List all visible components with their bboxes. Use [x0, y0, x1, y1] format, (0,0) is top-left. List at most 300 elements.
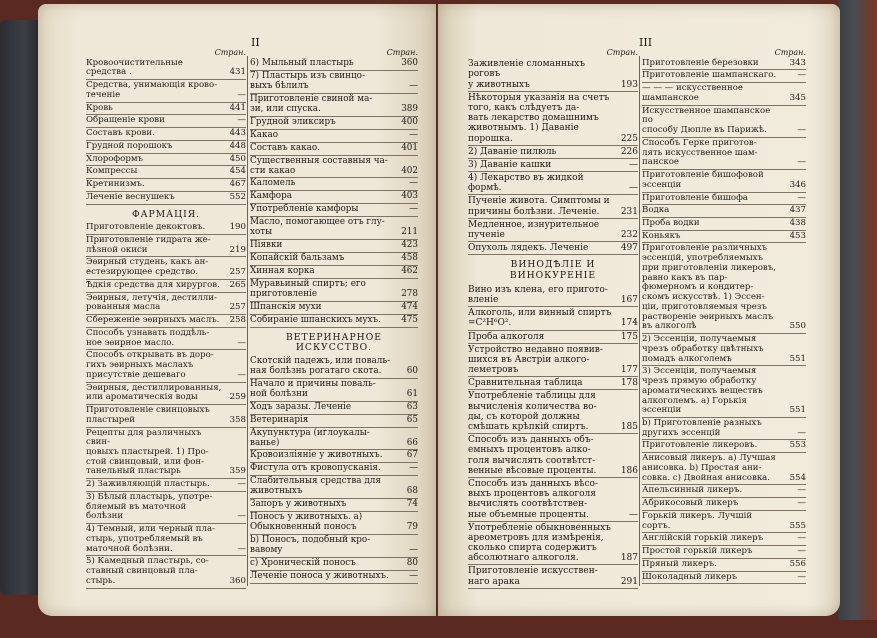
entry-title: Какао — [250, 129, 279, 140]
entry-title: Приготовленiе ликеровъ. — [642, 440, 758, 451]
entry-title: Простой горькiй ликеръ — [642, 546, 753, 557]
index-entry — [86, 142, 246, 154]
entry-page: 359 — [229, 466, 246, 477]
entry-title: Ветеринарiя — [250, 414, 309, 425]
entry-title: Слабительныя средства для животныхъ — [250, 476, 381, 497]
entry-title: Эѳирный студень, какъ ан- естезирующее средство. — [86, 257, 209, 278]
index-entry — [642, 232, 806, 244]
entry-title: 6) Мыльный пластырь — [250, 57, 354, 68]
entry-title: Опухоль лядекъ. Леченiе — [468, 243, 589, 254]
entry-page: 178 — [620, 378, 638, 389]
entry-title: Каломель — [250, 178, 296, 189]
index-entry — [250, 451, 418, 463]
entry-page: 431 — [229, 67, 246, 78]
entry-page: 278 — [401, 289, 418, 300]
index-entry — [250, 513, 418, 535]
index-entry — [468, 435, 638, 478]
index-entry — [468, 479, 638, 522]
entry-title: Коньякъ — [642, 230, 681, 241]
entry-title: Приготовленiе декоктовъ. — [86, 222, 206, 233]
entry-page: — — [409, 80, 418, 91]
index-entry — [250, 241, 418, 253]
entry-title: Грудной порошокъ — [86, 140, 173, 151]
entry-page: 190 — [229, 222, 246, 233]
index-entry — [642, 219, 806, 231]
index-entry — [86, 236, 246, 257]
entry-page: 258 — [229, 315, 246, 326]
entry-page: 265 — [229, 279, 246, 290]
entry-page: 167 — [620, 294, 638, 305]
index-entry — [642, 107, 806, 138]
index-entry — [642, 441, 806, 453]
index-entry — [468, 147, 638, 159]
entry-title: Начало и причины поваль- ной болѣзни — [250, 378, 376, 399]
entry-title: Приготовленiе различныхъ эссенцiй, употребляемыхъ при приготовленiи ликеровъ, равно какъ въ пар- фюмерномъ и кондитер- скомъ искусствѣ. 1) Эссен- цiи, приготовляемыя чрезъ растворенiе эѳирныхъ маслъ въ алкоголѣ — [642, 243, 776, 332]
entry-title: Приготовленiе гидрата же- лѣзной окиси — [86, 235, 211, 255]
entry-title: Кровь — [86, 102, 113, 113]
entry-page: 80 — [406, 558, 418, 569]
index-entry — [250, 144, 418, 156]
index-entry — [250, 357, 418, 379]
entry-title: Скотскiй падежъ, или поваль- ная болѣзнь рогатаго скота. — [250, 355, 391, 376]
index-entry — [86, 281, 246, 293]
entry-page: — — [797, 125, 806, 136]
entry-title: Рецепты для различныхъ свин- цовыхъ пластырей. 1) Про- стой свинцовый, или фон- танельный пластырь — [86, 427, 209, 477]
index-entry — [86, 316, 246, 328]
entry-page: — — [797, 485, 806, 496]
entry-title: Шоколадный ликеръ — [642, 571, 738, 582]
entry-page: — — [237, 115, 246, 126]
index-entry — [86, 557, 246, 588]
index-entry — [468, 566, 638, 588]
entry-page: 257 — [229, 302, 246, 313]
entry-title: Способъ Герке приготов- лять искусственное шам- панское — [642, 137, 758, 168]
index-entry — [468, 59, 638, 92]
index-entry — [86, 104, 246, 116]
index-column — [468, 48, 638, 590]
entry-page: 551 — [789, 353, 806, 364]
entry-page: 343 — [789, 57, 806, 68]
index-entry — [642, 547, 806, 559]
entry-page: 552 — [229, 191, 246, 202]
entry-page: — — [629, 183, 638, 194]
entry-title: c) Хроническiй поносъ — [250, 558, 356, 569]
index-entry — [86, 329, 246, 350]
entry-title: Существенныя составныя ча- сти какао — [250, 155, 388, 176]
entry-title: b) Приготовленiе разныхъ другихъ эссенцiй — [642, 417, 762, 438]
index-entry — [86, 429, 246, 480]
entry-title: Составъ какао. — [250, 142, 320, 153]
index-entry — [86, 493, 246, 524]
index-entry — [468, 378, 638, 390]
entry-page: 453 — [789, 230, 806, 241]
entry-title: Употребленiе таблицы для вычисленiя количества во- ды, съ которой должны смѣшать крѣпкiй спиртъ. — [468, 391, 597, 432]
entry-page: 360 — [401, 57, 418, 68]
entry-page: 550 — [789, 321, 806, 332]
entry-title: Нѣкоторыя указанiя на счетъ того, какъ слѣдуетъ да- вать лекарство домашнимъ животнымъ. 1) Даванiе порошка. — [468, 92, 610, 144]
index-entry — [468, 523, 638, 566]
entry-title: Шпанскiя мухи — [250, 302, 322, 313]
entry-page: 177 — [620, 365, 638, 376]
index-entry — [250, 403, 418, 415]
entry-page: 79 — [406, 522, 418, 533]
index-entry — [250, 95, 418, 117]
index-entry — [250, 218, 418, 240]
index-entry — [642, 512, 806, 533]
entry-title: Приготовленiе свинцовыхъ пластырей — [86, 405, 210, 425]
entry-title: Вино изъ клена, его пригото- вленiе — [468, 284, 608, 305]
right-page — [438, 4, 840, 616]
entry-page: — — [237, 369, 246, 380]
index-entry — [250, 572, 418, 584]
entry-title: Поносъ у животныхъ. а) Обыкновенный поносъ — [250, 512, 363, 533]
column-divider — [639, 56, 640, 586]
entry-page: — — [237, 479, 246, 490]
entry-page: — — [629, 509, 638, 520]
entry-page: 438 — [789, 218, 806, 229]
index-entry — [642, 335, 806, 366]
entry-title: Пiявки — [250, 240, 283, 251]
index-entry — [250, 118, 418, 130]
entry-page: 61 — [406, 388, 418, 399]
index-entry — [86, 384, 246, 405]
entry-page: 474 — [401, 302, 418, 313]
index-entry — [250, 429, 418, 451]
page-number-right: III — [639, 36, 653, 49]
index-column — [250, 48, 418, 585]
index-entry — [250, 500, 418, 512]
entry-title: 4) Темный, или черный пла- стырь, употребляемый въ маточной болѣзни. — [86, 524, 215, 554]
entry-page: 219 — [229, 244, 246, 255]
entry-title: Приготовленiе искусствен- наго арака — [468, 566, 598, 587]
entry-page: — — [797, 70, 806, 81]
index-entry — [468, 173, 638, 195]
entry-page: 65 — [406, 414, 418, 425]
entry-title: Проба водки — [642, 218, 700, 229]
index-entry — [86, 59, 246, 80]
entry-title: Алкоголь, или винный спиртъ =C²H⁶O². — [468, 308, 612, 329]
entry-page: 174 — [620, 318, 638, 329]
index-entry — [86, 167, 246, 179]
entry-title: Горькiй ликеръ. Лучшiй сортъ. — [642, 510, 753, 531]
entry-page: 448 — [229, 140, 246, 151]
entry-title: Фистула отъ кровопусканiя. — [250, 463, 381, 474]
entry-page: — — [237, 543, 246, 554]
entry-page: — — [237, 337, 246, 348]
entry-title: Хлороформъ — [86, 153, 143, 164]
index-entry — [250, 131, 418, 143]
index-entry — [468, 285, 638, 307]
entry-page: 175 — [620, 331, 638, 342]
entry-page: 231 — [620, 206, 638, 217]
index-entry — [468, 243, 638, 255]
entry-title: Запоръ у животныхъ — [250, 499, 347, 510]
entry-title: 4) Лекарство въ жидкой формѣ. — [468, 173, 584, 194]
entry-page: — — [409, 570, 418, 581]
index-column — [86, 48, 246, 590]
index-entry — [468, 391, 638, 434]
entry-title: Эѳирныя, дестиллированныя, или ароматическiя воды — [86, 382, 222, 403]
book-cover-right — [838, 0, 877, 620]
index-entry — [86, 480, 246, 492]
entry-page: 68 — [406, 486, 418, 497]
entry-title: 2) Эссенцiи, получаемыя чрезъ обработку цвѣтныхъ помадъ алкоголемъ — [642, 334, 764, 364]
entry-title: Муравьиный спиртъ; его приготовленiе — [250, 279, 366, 300]
entry-page: 66 — [406, 437, 418, 448]
entry-page: — — [797, 157, 806, 168]
entry-page: 437 — [789, 205, 806, 216]
index-entry — [642, 84, 806, 105]
entry-page: 555 — [789, 520, 806, 531]
entry-title: Употребленiе обыкновенныхъ ареометровъ для измѣренiя, сколько спирта содержитъ абсолютнаго алкоголя. — [468, 522, 611, 564]
entry-title: Камфора — [250, 191, 292, 202]
index-entry — [250, 179, 418, 191]
entry-title: Грудной эликсиръ — [250, 116, 336, 127]
column-page-label: Стран. — [214, 48, 246, 57]
index-entry — [86, 81, 246, 102]
index-entry — [250, 280, 418, 302]
entry-page: 257 — [229, 267, 246, 278]
index-entry — [642, 454, 806, 485]
entry-title: Апельсинный ликеръ. — [642, 485, 743, 496]
left-page — [38, 4, 436, 616]
index-entry — [642, 367, 806, 418]
entry-title: 3) Даванiе кашки — [468, 159, 552, 170]
entry-page: 187 — [620, 553, 638, 564]
entry-page: 497 — [620, 243, 638, 254]
section-heading: ВИНОДѢЛIЕ И ВИНОКУРЕНIЕ — [509, 259, 597, 281]
entry-title: Ходъ заразы. Леченiе — [250, 401, 352, 412]
index-entry — [642, 206, 806, 218]
entry-page: — — [797, 571, 806, 582]
index-entry — [642, 499, 806, 511]
index-entry — [642, 71, 806, 83]
entry-page: — — [797, 427, 806, 438]
index-entry — [86, 525, 246, 556]
entry-title: Устройство недавно появив- шихся въ Австрiи алкого- леметровъ — [468, 344, 603, 376]
index-entry — [250, 267, 418, 279]
index-entry — [250, 157, 418, 179]
entry-page: 554 — [789, 472, 806, 483]
index-entry — [86, 294, 246, 315]
entry-title: 3) Бѣлый пластырь, употре- бляемый въ маточной болѣзни — [86, 491, 213, 522]
entry-page: 186 — [620, 465, 638, 476]
entry-page: 345 — [789, 92, 806, 103]
entry-page: — — [409, 129, 418, 140]
book-cover-left — [0, 20, 40, 595]
index-entry — [86, 129, 246, 141]
entry-title: Хинная корка — [250, 266, 315, 277]
entry-page: — — [409, 204, 418, 215]
entry-title: Эѳирныя, летучiя, дестилли- рованныя масла — [86, 292, 217, 313]
entry-title: Кровоочистительные средства . — [86, 57, 183, 78]
entry-page: — — [237, 511, 246, 522]
index-entry — [468, 308, 638, 330]
section-heading: ФАРМАЦIЯ. — [131, 208, 201, 220]
entry-page: 551 — [789, 405, 806, 416]
entry-page: 259 — [229, 392, 246, 403]
entry-title: Водка — [642, 205, 670, 216]
entry-page: — — [237, 89, 246, 100]
entry-title: Абрикосовый ликеръ — [642, 498, 739, 509]
entry-page: 403 — [401, 191, 418, 202]
index-entry — [86, 116, 246, 128]
entry-title: Искусственное шампанское по способу Дюпле въ Парижѣ. — [642, 105, 771, 136]
page-number-left: II — [251, 36, 260, 49]
entry-page: 346 — [789, 179, 806, 190]
index-entry — [86, 258, 246, 279]
entry-title: Компрессы — [86, 166, 138, 177]
entry-title: Средства, унимающiя крово- теченiе — [86, 80, 218, 100]
index-entry — [250, 380, 418, 402]
entry-page: 74 — [406, 499, 418, 510]
entry-title: Способъ изъ данныхъ объ- емныхъ процентовъ алко- голя вычислять соотвѣтст- венные вѣсовые проценты. — [468, 435, 597, 476]
entry-title: Пученiе живота. Симптомы и причины болѣзни. Леченiе. — [468, 196, 610, 217]
index-entry — [250, 416, 418, 428]
index-entry — [642, 560, 806, 572]
entry-page: — — [797, 546, 806, 557]
entry-page: 211 — [401, 227, 418, 238]
entry-title: Сбереженiе эѳирныхъ маслъ. — [86, 315, 220, 326]
entry-page: 389 — [401, 103, 418, 114]
entry-page: 63 — [406, 401, 418, 412]
entry-title: Составъ крови. — [86, 128, 155, 139]
entry-title: Копайскiй бальзамъ — [250, 253, 345, 264]
entry-page: 462 — [401, 266, 418, 277]
entry-page: — — [797, 192, 806, 203]
entry-title: Акупунктура (иглоукалы- ванье) — [250, 427, 370, 448]
entry-title: 5) Камедный пластырь, со- ставный свинцовый пла- стырь. — [86, 556, 209, 586]
index-entry — [642, 486, 806, 498]
entry-title: 2) Заживляющiй пластырь. — [86, 479, 210, 490]
entry-title: Медленное, изнурительное пученiе — [468, 219, 600, 240]
index-entry — [250, 477, 418, 499]
entry-page: 458 — [401, 253, 418, 264]
index-entry — [642, 171, 806, 192]
entry-title: Ѣдкiя средства для хирургов. — [86, 279, 220, 290]
index-entry — [468, 220, 638, 242]
index-entry — [250, 72, 418, 94]
entry-title: Приготовленiе бишофа — [642, 192, 748, 203]
index-entry — [642, 139, 806, 170]
entry-title: 3) Эссенцiи, получаемыя чрезъ прямую обработку ароматическихъ веществъ алкоголемъ. a) Горькiя эссенцiи — [642, 366, 763, 416]
entry-page: 185 — [620, 422, 638, 432]
entry-page: 553 — [789, 440, 806, 451]
entry-title: Сравнительная таблица — [468, 378, 583, 389]
entry-title: Употребленiе камфоры — [250, 204, 359, 215]
entry-title: Англiйскiй горькiй ликеръ — [642, 533, 764, 544]
entry-page: 401 — [401, 142, 418, 153]
index-column — [642, 48, 806, 585]
index-entry — [642, 244, 806, 334]
entry-page: — — [409, 463, 418, 474]
entry-title: Леченiе веснушекъ — [86, 191, 175, 202]
entry-title: Способъ узнавать поддѣль- ное эѳирное масло. — [86, 327, 210, 348]
entry-title: Способъ изъ данныхъ вѣсо- выхъ процентовъ алкоголя вычислять соотвѣтствен- ные объемные проценты. — [468, 478, 598, 520]
index-entry — [86, 406, 246, 427]
entry-title: — — — искусственное шампанское — [642, 83, 743, 103]
entry-page: 556 — [789, 558, 806, 569]
entry-page: — — [797, 498, 806, 509]
entry-page: 225 — [620, 133, 638, 144]
entry-title: Кровоизлiянiе у животныхъ. — [250, 450, 383, 461]
column-divider — [247, 56, 248, 586]
index-entry — [250, 192, 418, 204]
entry-page: 232 — [620, 230, 638, 240]
entry-page: — — [409, 545, 418, 556]
column-page-label: Стран. — [386, 48, 418, 57]
index-entry — [86, 223, 246, 235]
index-entry — [250, 536, 418, 558]
index-entry — [468, 93, 638, 146]
entry-title: Собиранiе шпанскихъ мухъ. — [250, 314, 381, 325]
entry-title: Анисовый ликеръ. a) Лучшая анисовка. b) Простая ани- совка. c) Двойная анисовка. — [642, 453, 776, 483]
entry-page: 358 — [229, 414, 246, 425]
index-entry — [250, 59, 418, 71]
entry-page: 454 — [229, 166, 246, 177]
index-entry — [86, 193, 246, 205]
index-entry — [250, 316, 418, 328]
entry-page: 441 — [229, 102, 246, 113]
index-entry — [250, 464, 418, 476]
entry-page: 450 — [229, 153, 246, 164]
entry-title: Пряный ликеръ. — [642, 558, 717, 569]
entry-title: Приготовленiе шампанскаго. — [642, 70, 777, 81]
index-entry — [250, 205, 418, 217]
entry-page: 67 — [406, 450, 418, 461]
entry-title: Масло, помогающее отъ глу- хоты — [250, 217, 385, 238]
entry-page: 402 — [401, 165, 418, 176]
index-entry — [250, 303, 418, 315]
entry-title: Обращенiе крови — [86, 115, 165, 126]
entry-page: 360 — [229, 575, 246, 586]
index-entry — [250, 254, 418, 266]
entry-title: Кретинизмъ. — [86, 179, 145, 190]
index-entry — [86, 180, 246, 192]
index-entry — [642, 194, 806, 206]
column-page-label: Стран. — [774, 48, 806, 57]
entry-title: Леченiе поноса у животныхъ. — [250, 570, 389, 581]
entry-title: 7) Пластырь изъ свинцо- выхъ бѣлилъ — [250, 70, 365, 91]
index-entry — [468, 332, 638, 344]
entry-title: 2) Даванiе пилюль — [468, 146, 557, 157]
entry-page: 400 — [401, 116, 418, 127]
entry-page: 475 — [401, 314, 418, 325]
index-entry — [468, 196, 638, 218]
index-entry — [86, 155, 246, 167]
entry-page: 226 — [620, 146, 638, 157]
index-entry — [468, 345, 638, 378]
index-entry — [86, 351, 246, 382]
column-page-label: Стран. — [606, 48, 638, 57]
entry-title: b) Поносъ, подобный кро- вавому — [250, 535, 371, 556]
entry-title: Приготовленiе свиной ма- зи, или спуска. — [250, 93, 373, 114]
entry-page: 60 — [406, 365, 418, 376]
index-entry — [468, 160, 638, 172]
entry-title: Приготовленiе березовки — [642, 57, 759, 68]
entry-page: — — [797, 533, 806, 544]
section-heading: ВЕТЕРИНАРНОЕ ИСКУССТВО. — [286, 331, 382, 353]
index-entry — [642, 59, 806, 71]
index-entry — [250, 559, 418, 571]
entry-title: Способъ открывать въ доро- гихъ эѳирныхъ маслахъ присутствiе дешеваго — [86, 350, 214, 380]
entry-title: Проба алкоголя — [468, 331, 545, 342]
index-entry — [642, 534, 806, 546]
index-entry — [642, 573, 806, 585]
entry-title: Заживленiе сломанныхъ роговъ у животныхъ — [468, 59, 585, 90]
entry-title: Приготовленiе бишофовой эссенцiи — [642, 170, 764, 190]
entry-page: — — [629, 159, 638, 170]
